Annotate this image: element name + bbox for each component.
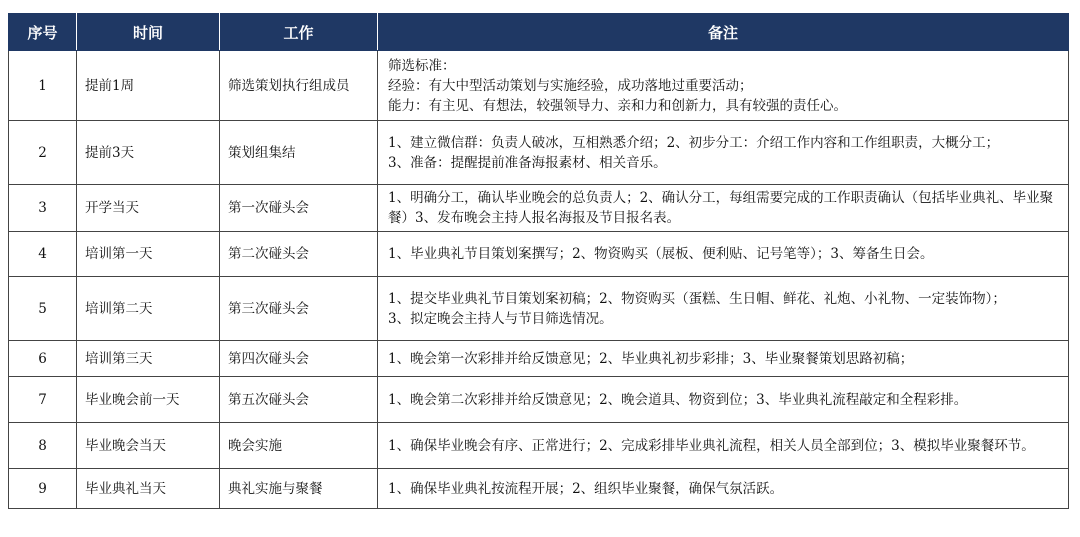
note-line: 1、建立微信群：负责人破冰，互相熟悉介绍；2、初步分工：介绍工作内容和工作组职责，大概分工；	[388, 134, 1000, 151]
note-line: 3、准备：提醒提前准备海报素材、相关音乐。	[388, 154, 667, 171]
note-line: 能力：有主见、有想法，较强领导力、亲和力和创新力，具有较强的责任心。	[388, 97, 847, 114]
cell-time: 培训第一天	[77, 232, 220, 277]
cell-time: 培训第二天	[77, 277, 220, 341]
cell-num: 7	[9, 377, 77, 423]
note-line: 经验：有大中型活动策划与实施经验，成功落地过重要活动；	[388, 77, 753, 94]
cell-work: 第四次碰头会	[220, 341, 378, 377]
cell-work: 策划组集结	[220, 121, 378, 185]
cell-time: 提前3天	[77, 121, 220, 185]
cell-num: 5	[9, 277, 77, 341]
cell-num: 9	[9, 469, 77, 509]
header-work: 工作	[220, 14, 378, 51]
cell-note	[378, 121, 1069, 185]
cell-time: 毕业典礼当天	[77, 469, 220, 509]
cell-note	[378, 185, 1069, 232]
table-row	[9, 277, 1069, 341]
cell-note	[378, 423, 1069, 469]
cell-num: 1	[9, 51, 77, 121]
table-row	[9, 423, 1069, 469]
header-time: 时间	[77, 14, 220, 51]
cell-time: 培训第三天	[77, 341, 220, 377]
cell-num: 6	[9, 341, 77, 377]
cell-num: 2	[9, 121, 77, 185]
cell-note	[378, 232, 1069, 277]
table-row	[9, 121, 1069, 185]
cell-note	[378, 377, 1069, 423]
cell-work: 晚会实施	[220, 423, 378, 469]
cell-time: 毕业晚会当天	[77, 423, 220, 469]
note-line: 3、拟定晚会主持人与节目筛选情况。	[388, 310, 613, 327]
note-line: 1、确保毕业晚会有序、正常进行；2、完成彩排毕业典礼流程，相关人员全部到位；3、模拟毕业聚餐环节。	[388, 437, 1035, 454]
table-body	[9, 51, 1069, 509]
table-row	[9, 469, 1069, 509]
cell-note	[378, 277, 1069, 341]
cell-work: 第二次碰头会	[220, 232, 378, 277]
table-row	[9, 185, 1069, 232]
cell-work: 第一次碰头会	[220, 185, 378, 232]
note-line: 1、毕业典礼节目策划案撰写；2、物资购买（展板、便利贴、记号笔等）；3、筹备生日会。	[388, 246, 934, 262]
header-num: 序号	[9, 14, 77, 51]
table-row	[9, 232, 1069, 277]
cell-note	[378, 51, 1069, 121]
note-line: 1、晚会第一次彩排并给反馈意见；2、毕业典礼初步彩排；3、毕业聚餐策划思路初稿；	[388, 350, 914, 367]
cell-time: 开学当天	[77, 185, 220, 232]
cell-work: 第三次碰头会	[220, 277, 378, 341]
note-line: 1、提交毕业典礼节目策划案初稿；2、物资购买（蛋糕、生日帽、鲜花、礼炮、小礼物、一定装饰物）；	[388, 290, 1006, 307]
cell-note	[378, 469, 1069, 509]
note-line: 1、晚会第二次彩排并给反馈意见；2、晚会道具、物资到位；3、毕业典礼流程敲定和全程彩排。	[388, 391, 968, 408]
header-note: 备注	[378, 14, 1069, 51]
table-row	[9, 341, 1069, 377]
header-row	[9, 14, 1069, 51]
cell-num: 8	[9, 423, 77, 469]
note-line: 1、确保毕业典礼按流程开展；2、组织毕业聚餐，确保气氛活跃。	[388, 480, 784, 497]
table-header	[9, 14, 1069, 51]
cell-work: 典礼实施与聚餐	[220, 469, 378, 509]
cell-num: 4	[9, 232, 77, 277]
cell-num: 3	[9, 185, 77, 232]
schedule-table	[8, 13, 1069, 509]
cell-note	[378, 341, 1069, 377]
cell-time: 毕业晚会前一天	[77, 377, 220, 423]
cell-work: 筛选策划执行组成员	[220, 51, 378, 121]
cell-time: 提前1周	[77, 51, 220, 121]
table-row	[9, 51, 1069, 121]
table-row	[9, 377, 1069, 423]
note-line: 筛选标准：	[388, 57, 456, 74]
cell-work: 第五次碰头会	[220, 377, 378, 423]
note-line: 1、明确分工，确认毕业晚会的总负责人；2、确认分工，每组需要完成的工作职责确认（包括毕业典礼、毕业聚餐）3、发布晚会主持人报名海报及节目报名表。	[388, 190, 1054, 226]
